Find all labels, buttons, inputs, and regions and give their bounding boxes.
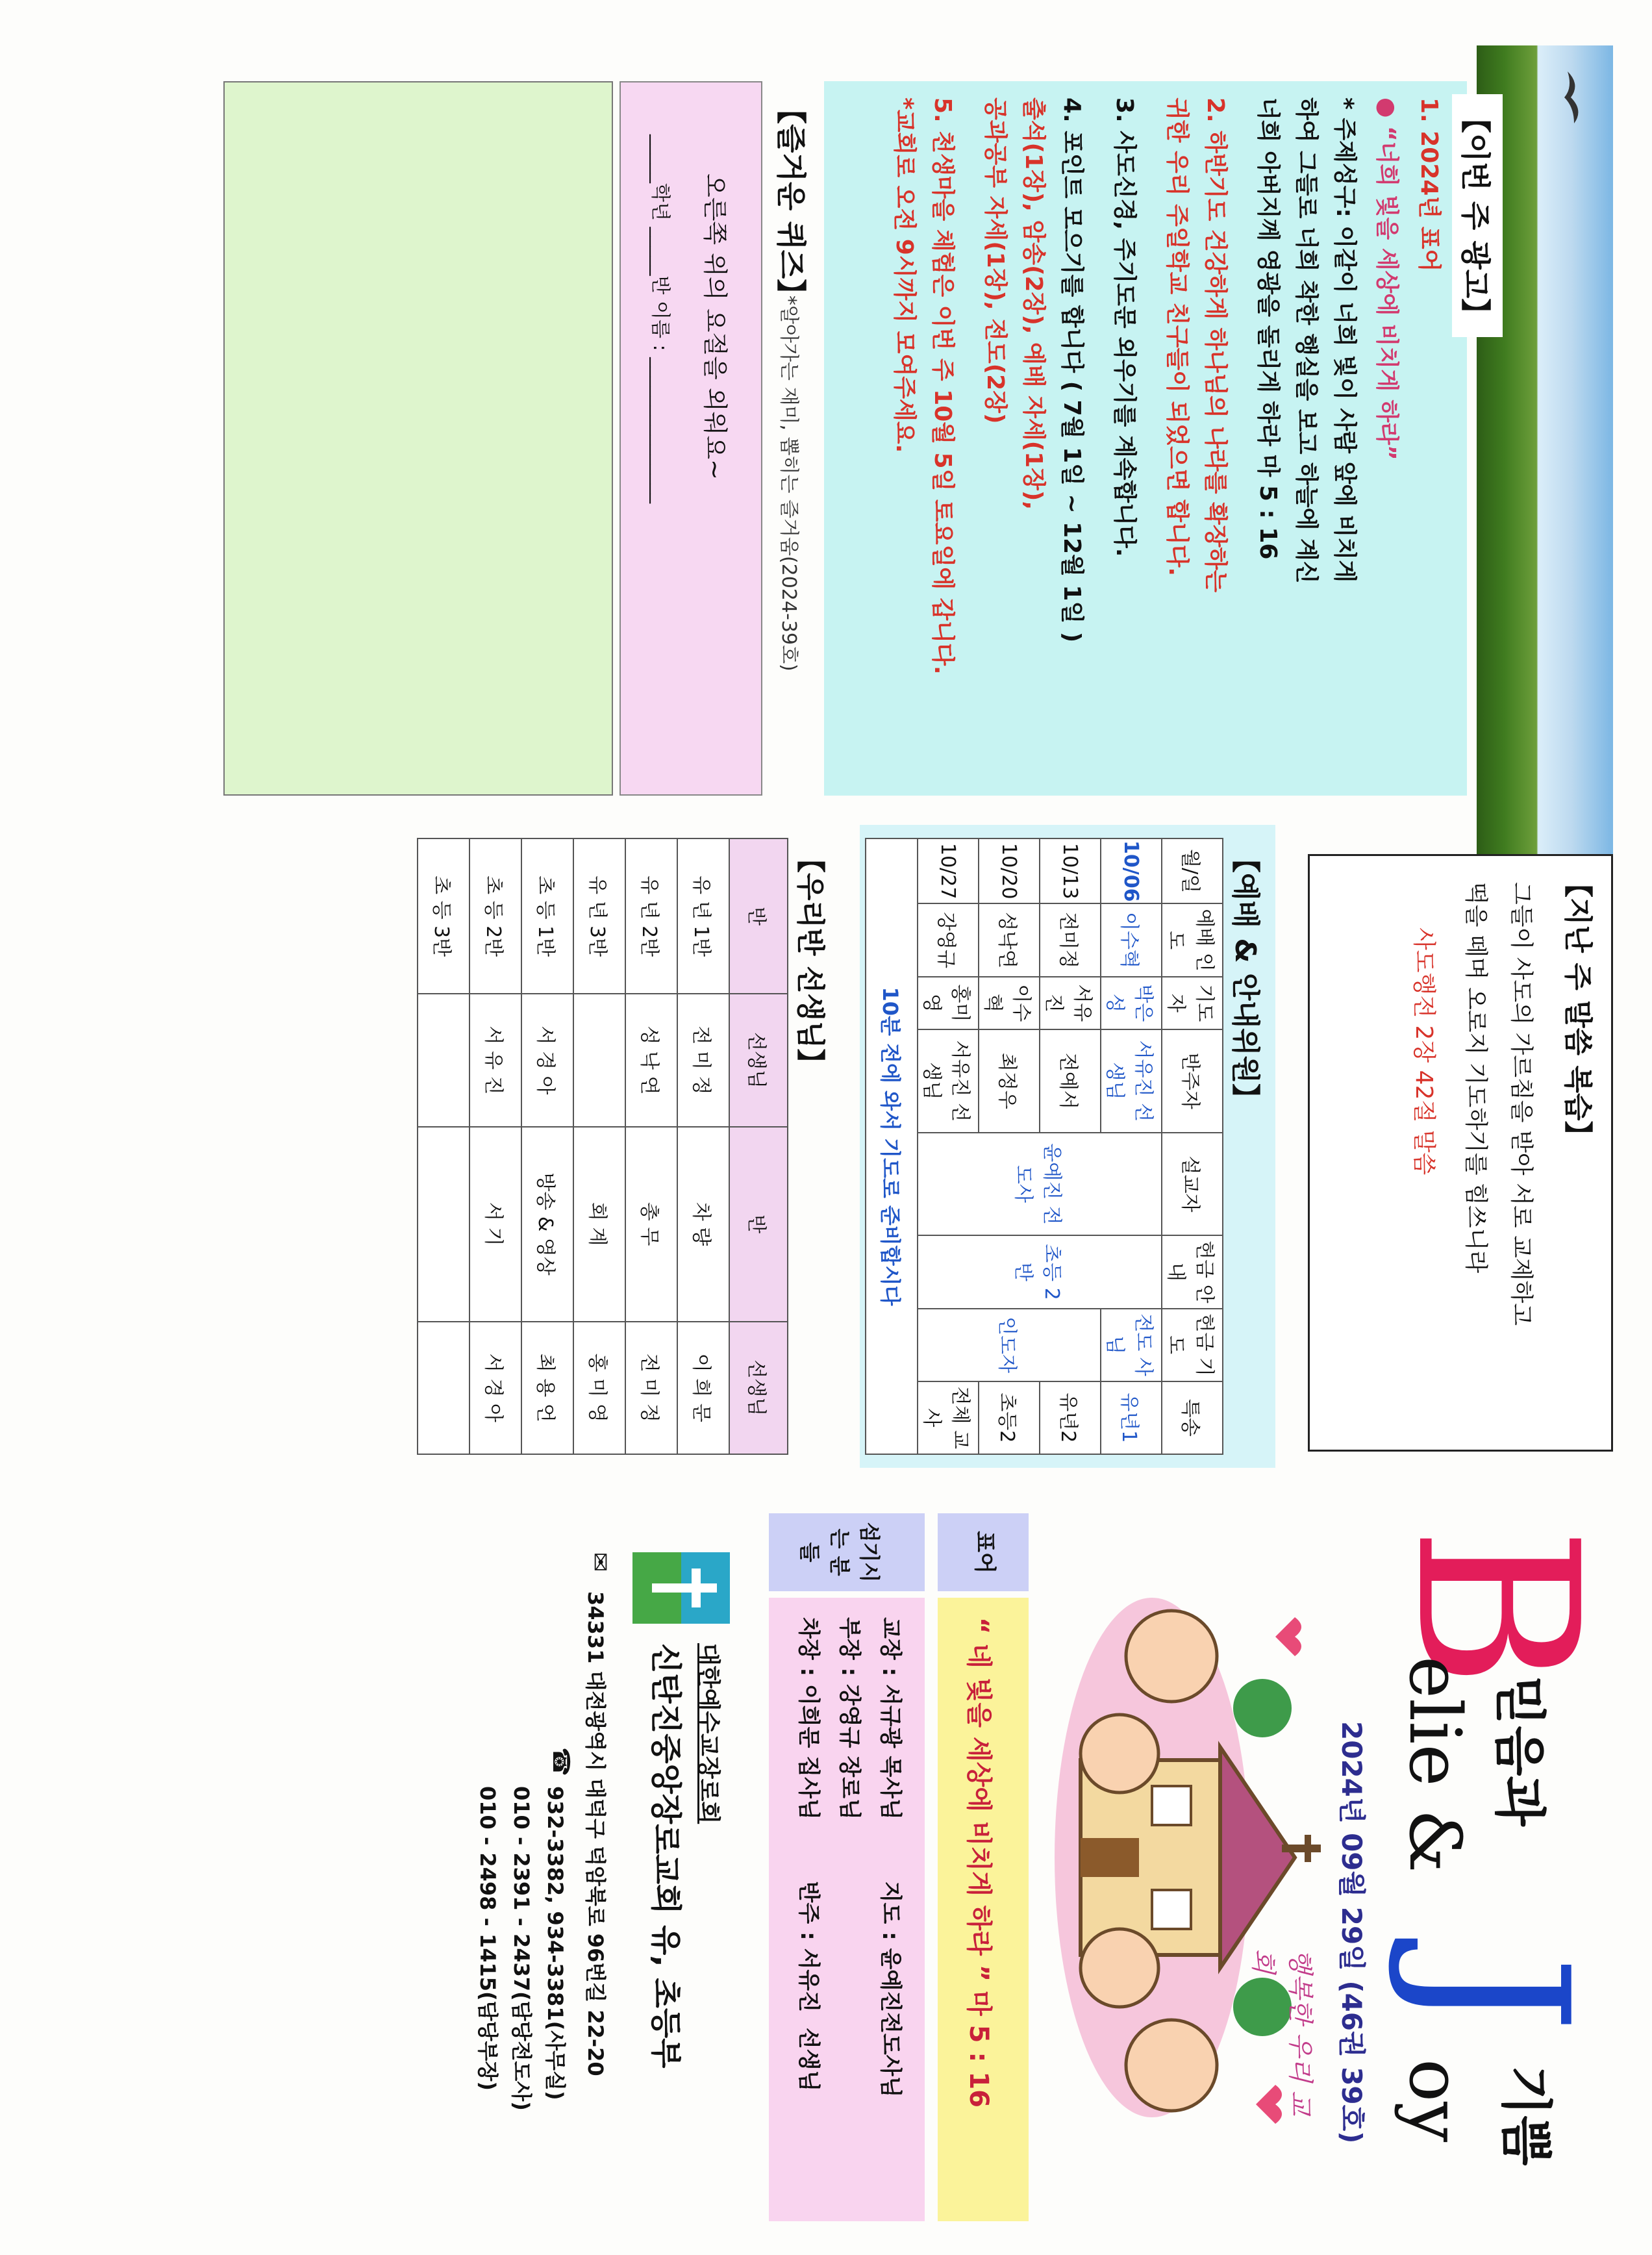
worship-prayer: 인도자 [918,1309,1101,1381]
ad-item: 귀한 우리 주일학교 친구들이 되었으면 합니다. [1164,97,1190,577]
worship-cell: 서유진 선생님 [1101,1029,1162,1133]
worship-cell: 10/20 [979,838,1040,903]
ads-panel [818,81,1493,796]
class-cell: 차 량 [677,1127,729,1322]
logo-letter-b: B [1368,1526,1625,1689]
logo [1366,1526,1625,2228]
phone-icon: ☎ [547,1747,574,1776]
logo-oy: oy [1394,2059,1477,2143]
worship-cell: 서유진 [1040,977,1101,1029]
logo-elie: elie & [1394,1656,1477,1873]
class-cell [418,994,469,1126]
ad-item: 5. 천생마을 체험은 이번 주 10월 5일 토요일에 갑니다. [929,97,956,675]
cover-panel [29,1513,1625,2228]
middle-column [29,825,1613,1474]
ads-list [884,97,1447,786]
worship-cell: 서유진 선생님 [918,1029,979,1133]
class-cell: 최 용 언 [521,1322,573,1454]
class-cell: 성 낙 연 [625,994,677,1126]
worship-header: 예배 인도 [1162,903,1223,976]
worship-cell: 이수혁 [979,977,1040,1029]
ad-item: ● “너희 빛을 세상에 비치게 하라” [1373,97,1400,460]
table-row [521,838,573,1454]
worship-cell: 전도 사님 [1101,1309,1162,1381]
worship-header: 헌금 안내 [1162,1235,1223,1308]
table-row [1101,838,1162,1454]
staff-label: 섬기시는 분들 [769,1513,925,1591]
ad-item: * 주제성구: 이같이 너희 빛이 사람 앞에 비치게 [1331,97,1358,583]
class-cell: 회 계 [573,1127,625,1322]
class-cell: 총 무 [625,1127,677,1322]
worship-cell: 성낙연 [979,903,1040,976]
worship-header: 기도자 [1162,977,1223,1029]
worship-cell: 이수혁 [1101,903,1162,976]
class-panel [340,825,834,1468]
worship-header: 반주자 [1162,1029,1223,1133]
class-header: 선생님 [729,994,788,1126]
quiz-drawing-area[interactable] [223,81,613,796]
staff-box [769,1598,925,2221]
class-cell: 방송 & 영상 [521,1127,573,1322]
recap-reference: 사도행전 2장 42절 말씀 [1410,927,1437,1176]
ad-item: 4. 포인트 모으기를 합니다 ( 7월 1일 ~ 12월 1일 ) [1058,97,1085,643]
church-org: 대한예수교장로회 [695,1643,721,1824]
class-cell: 이 희 문 [677,1322,729,1454]
motto-label: 표어 [938,1513,1029,1591]
worship-panel [860,825,1275,1468]
logo-kor-top: 믿음과 [1489,1676,1549,1826]
class-header: 선생님 [729,1322,788,1454]
class-cell [418,1322,469,1454]
class-title: 【우리반 선생님】 [794,844,827,1077]
quiz-answer-line[interactable]: _____학년 _____반 이름 : _______________ [649,134,671,504]
ad-item: *교회로 오전 9시까지 모여주세요. [891,97,918,453]
class-cell [418,1127,469,1322]
worship-footer: 10분 전에 와서 기도로 준비합시다 [866,838,918,1454]
class-cell: 초 등 3반 [418,838,469,994]
church-postal: 34331 대전광역시 대덕구 덕암북로 96번길 22-20 [583,1591,608,2076]
worship-header: 설교자 [1162,1133,1223,1236]
ad-item: 1. 2024년 표어 [1416,97,1442,272]
class-cell: 초 등 2반 [469,838,521,994]
class-cell: 서 기 [469,1127,521,1322]
ads-title: 【이번 주 광고】 [1452,94,1503,337]
worship-cell: 전미정 [1040,903,1101,976]
quiz-prompt: 오른쪽 위의 요절을 외워요~ [701,173,729,480]
worship-cell: 유년1 [1101,1381,1162,1454]
ad-item: 출석(1장), 암송(2장), 예배 자세(1장), [1020,97,1047,510]
worship-cell: 10/13 [1040,838,1101,903]
worship-cell: 초등2 [979,1381,1040,1454]
church-phone: 932-3382, 934-3381(사무실) [543,1786,568,2100]
staff-line: 차장 : 이희문 집사님 반주 : 서유진 선생님 [795,1617,821,2092]
quiz-answer-box [620,81,762,796]
bird-icon [1555,71,1587,123]
worship-cell: 전예서 [1040,1029,1101,1133]
ad-item: 하여 그들로 너희 착한 행실을 보고 하늘에 계신 [1293,97,1320,584]
church-info [405,1552,730,2221]
illustration-caption: 행복한 우리 교회 [1248,1948,1315,2116]
ad-item: 2. 하반기도 건강하게 하나님의 나라를 확장하는 [1202,97,1229,593]
class-cell: 유 년 3반 [573,838,625,994]
worship-header: 특송 [1162,1381,1223,1454]
church-phone: 010 - 2498 - 1415(담당부장) [475,1786,500,2091]
class-cell: 홍 미 영 [573,1322,625,1454]
recap-line: 그들이 사도의 가르침을 받아 서로 교제하고 [1508,882,1534,1326]
worship-title: 【예배 & 안내위원】 [1229,844,1262,1113]
motto-text: “ 네 빛을 세상에 비치게 하라 ” 마 5 : 16 [938,1598,1029,2221]
class-cell: 유 년 1반 [677,838,729,994]
class-cell [573,994,625,1126]
staff-line: 부장 : 강영규 장로님 [836,1617,862,1820]
recap-title: 【지난 주 말씀 복습】 [1561,869,1594,1150]
class-cell: 초 등 1반 [521,838,573,994]
worship-usher: 초등 2반 [918,1235,1162,1308]
table-row [418,838,469,1454]
worship-cell: 최정우 [979,1029,1040,1133]
recap-line: 떡을 떼며 오로지 기도하기를 힘쓰니라 [1462,882,1489,1274]
worship-cell: 홍미영 [918,977,979,1029]
table-row [625,838,677,1454]
class-table [417,838,788,1455]
date-line: 2024년 09월 29일 (46권 39호) [1336,1721,1368,2144]
class-cell: 전 미 정 [625,1322,677,1454]
ad-item: 3. 사도신경, 주기도문 외우기를 계속합니다. [1111,97,1138,557]
worship-header: 헌금 기도 [1162,1309,1223,1381]
church-illustration [1035,1578,1334,2137]
worship-cell: 강영규 [918,903,979,976]
worship-cell: 유년2 [1040,1381,1101,1454]
worship-cell: 박은성 [1101,977,1162,1029]
logo-kor-bottom: 기쁨 [1496,2065,1556,2166]
worship-preacher: 윤예진 전도사 [918,1133,1162,1236]
recap-box [1308,854,1613,1452]
church-name: 신탄진중앙장로교회 유, 초등부 [647,1643,684,2069]
quiz-subtitle: *알아가는 재미, 뽑히는 즐거움(2024-39호) [777,296,800,672]
church-phone: 010 - 2391 - 2437(담당전도사) [509,1786,534,2111]
envelope-icon: ✉ [586,1552,613,1572]
table-row [573,838,625,1454]
class-cell: 서 경 아 [521,994,573,1126]
worship-cell: 전체 교사 [918,1381,979,1454]
class-cell: 유 년 2반 [625,838,677,994]
table-row [677,838,729,1454]
staff-line: 교장 : 서규광 목사님 지도 : 윤예진전도사님 [877,1617,903,2098]
quiz-title: 【즐거운 퀴즈】 [773,94,808,309]
ad-item: 너희 아버지께 영광을 돌리게 하라 마 5 : 16 [1255,97,1281,560]
logo-letter-j: J [1383,1955,1610,2034]
worship-cell: 10/27 [918,838,979,903]
class-header: 반 [729,838,788,994]
class-cell: 서 유 진 [469,994,521,1126]
table-row [469,838,521,1454]
class-cell: 서 경 아 [469,1322,521,1454]
church-logo-icon [632,1552,730,1624]
worship-cell: 10/06 [1101,838,1162,903]
ad-item: 공과공부 자세(1장), 전도(2장) [982,97,1008,424]
worship-header: 월/일 [1162,838,1223,903]
class-header: 반 [729,1127,788,1322]
worship-table [865,838,1223,1455]
class-cell: 전 미 정 [677,994,729,1126]
quiz-panel [165,81,814,796]
